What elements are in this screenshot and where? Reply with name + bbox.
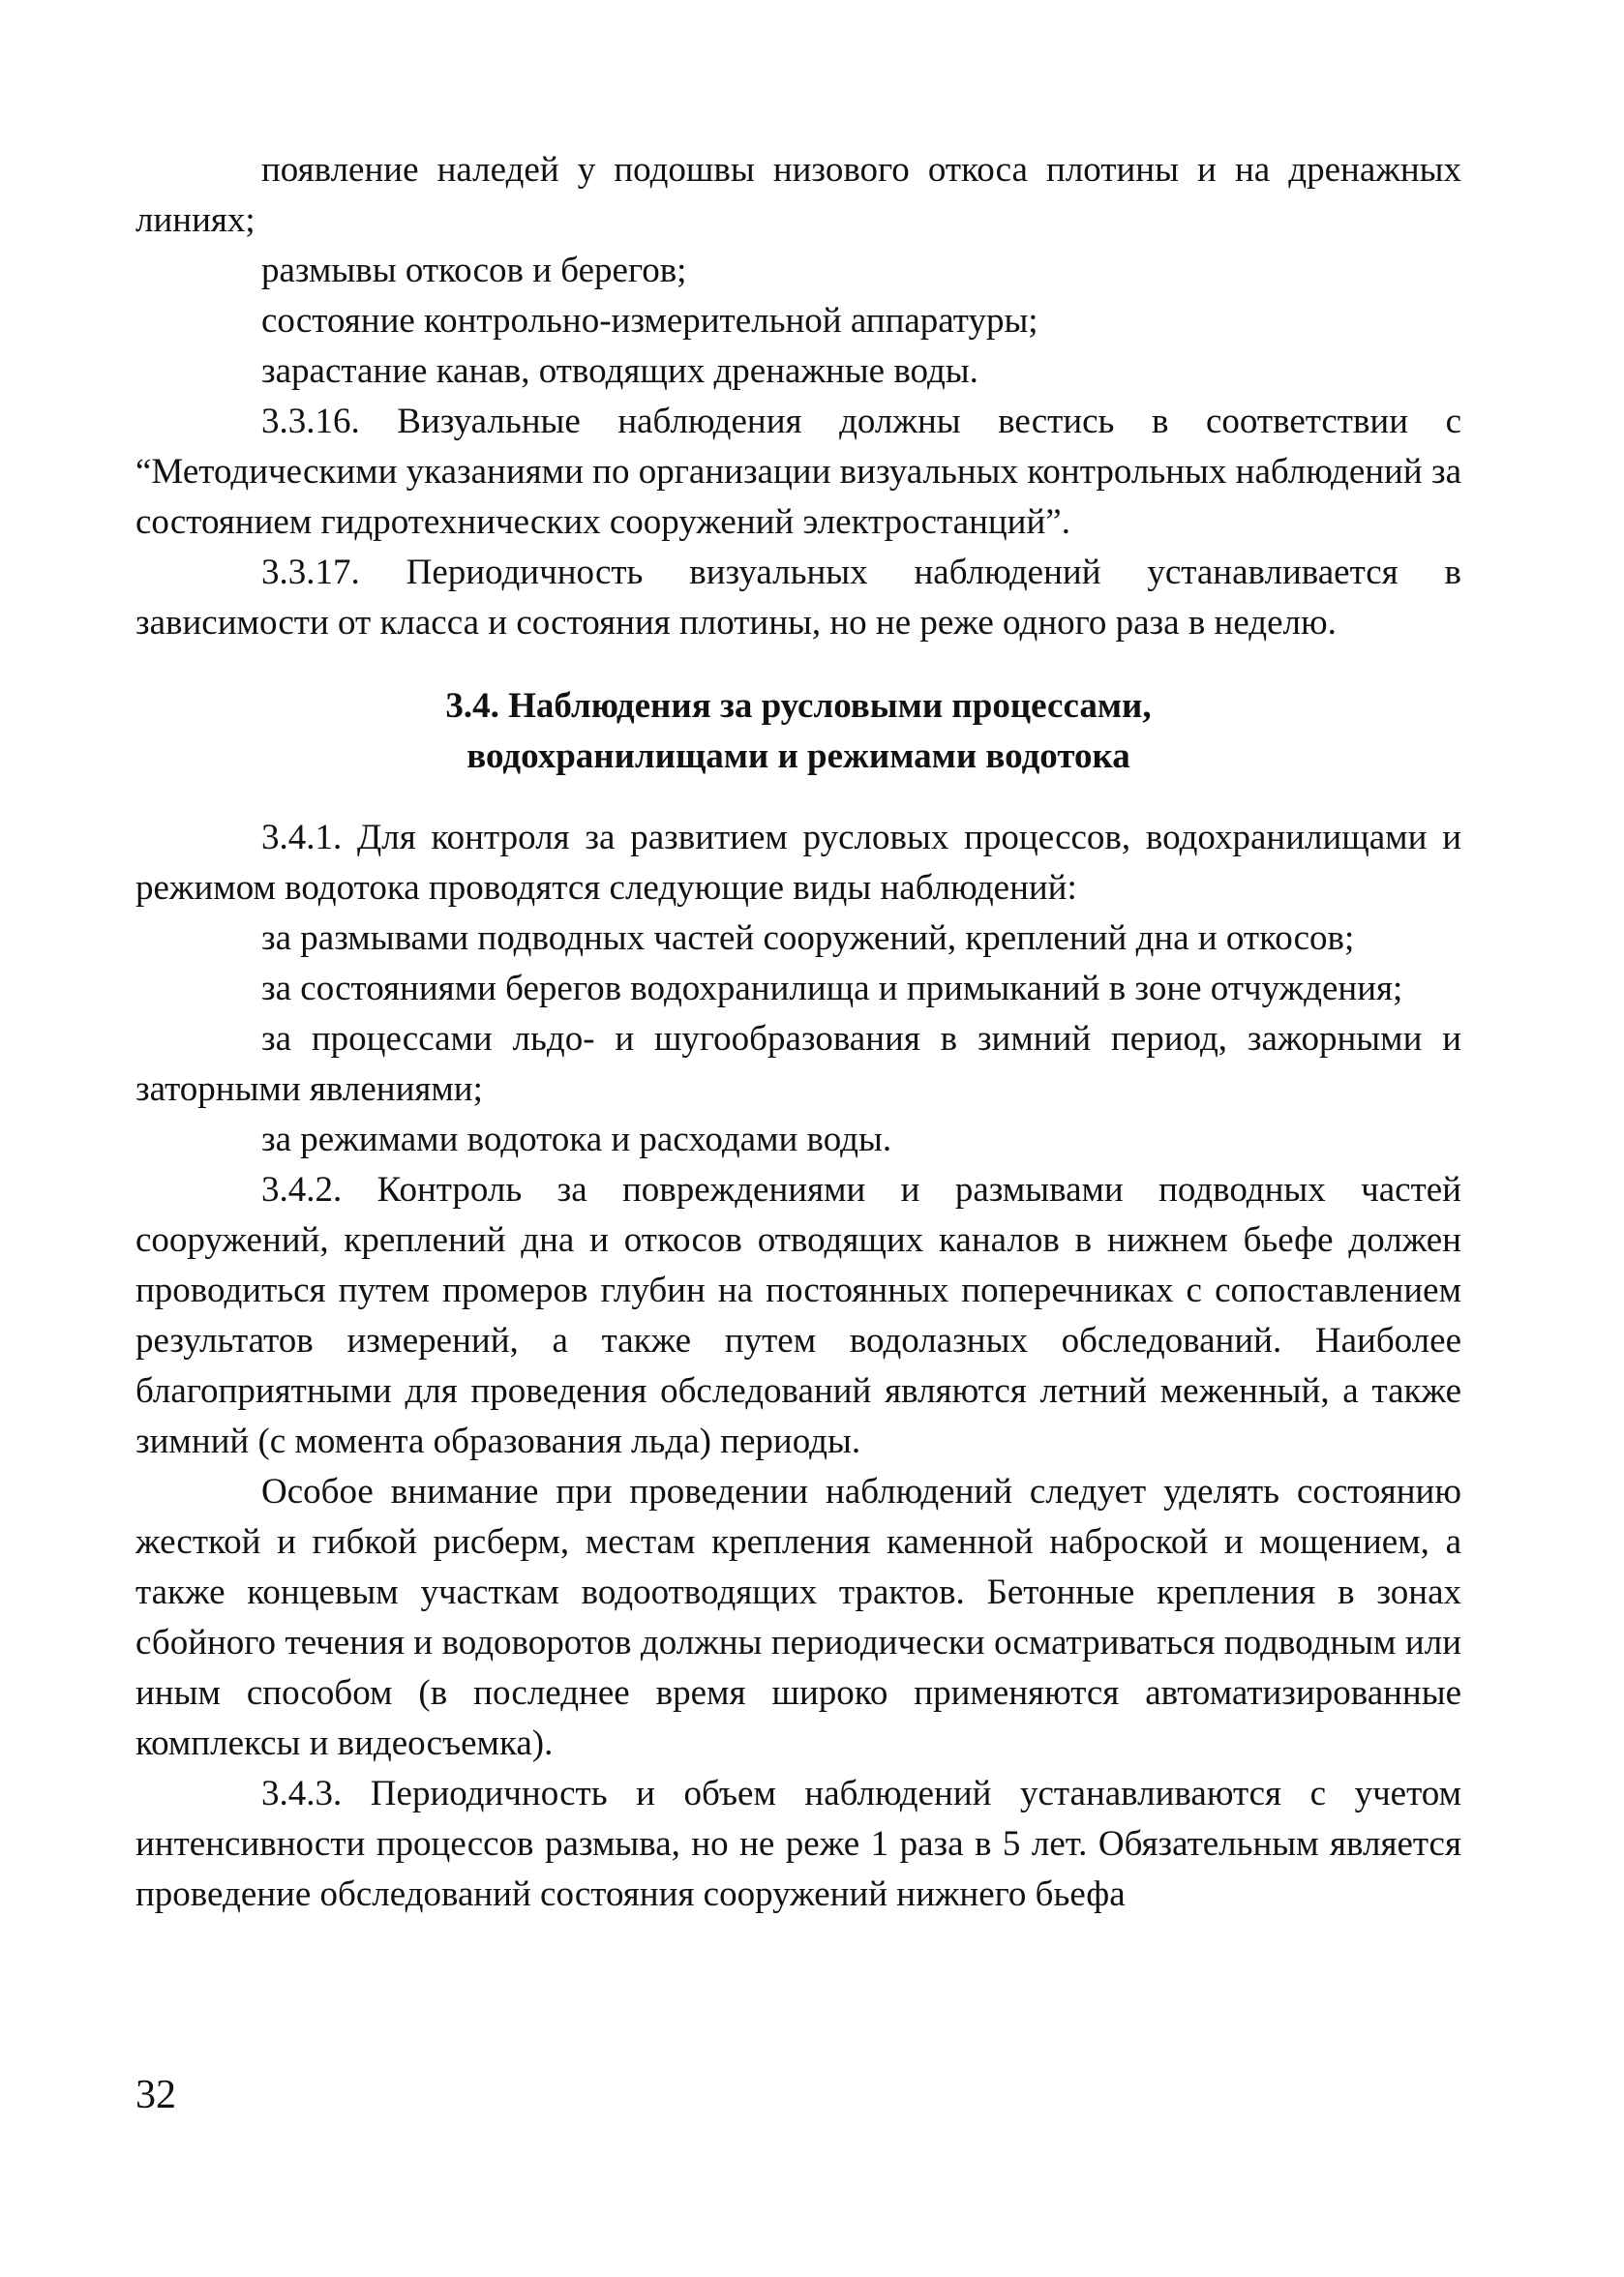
section-heading-line-1: 3.4. Наблюдения за русловыми процессами, [445, 686, 1152, 726]
paragraph-3-4-1: 3.4.1. Для контроля за развитием русловых процессов, водохранилищами и режимом водотока проводятся следующие виды наблюдений: [135, 818, 1461, 908]
paragraph-ditch-overgrowth: зарастание канав, отводящих дренажные воды. [261, 351, 978, 391]
paragraph-3-3-17: 3.3.17. Периодичность визуальных наблюдений устанавливается в зависимости от класса и состояния плотины, но не реже одного раза в неделю. [135, 553, 1461, 643]
list-item-underwater-erosion: за размывами подводных частей сооружений, креплений дна и откосов; [261, 918, 1355, 958]
page-number: 32 [135, 2073, 176, 2117]
list-item-flow-regimes: за режимами водотока и расходами воды. [261, 1120, 892, 1159]
paragraph-3-4-2: 3.4.2. Контроль за повреждениями и размывами подводных частей сооружений, креплений дна и откосов отводящих каналов в нижнем бьефе должен проводиться путем промеров глубин на постоянных поперечниках с сопоставлением результатов измерений, а также путем водолазных обследований. Наиболее благоприятными для проведения обследований являются летний меженный, а также зимний (с момента образования льда) периоды. [135, 1170, 1461, 1461]
paragraph-3-3-16: 3.3.16. Визуальные наблюдения должны вестись в соответствии с “Методическими указаниями по организации визуальных контрольных наблюдений за состоянием гидротехнических сооружений электростанций”. [135, 402, 1461, 542]
list-item-ice-processes: за процессами льдо- и шугообразования в зимний период, зажорными и заторными явлениями; [135, 1019, 1461, 1109]
section-heading-3-4 [135, 681, 1461, 782]
paragraph-3-4-3: 3.4.3. Периодичность и объем наблюдений устанавливаются с учетом интенсивности процессов размыва, но не реже 1 раза в 5 лет. Обязательным является проведение обследований состояния сооружений нижнего бьефа [135, 1774, 1461, 1914]
paragraph-instrumentation: состояние контрольно-измерительной аппаратуры; [261, 301, 1038, 341]
document-page [135, 145, 1461, 1920]
paragraph-slope-erosion: размывы откосов и берегов; [261, 251, 687, 290]
paragraph-special-attention: Особое внимание при проведении наблюдений следует уделять состоянию жесткой и гибкой рисберм, местам крепления каменной наброской и мощением, а также концевым участкам водоотводящих трактов. Бетонные крепления в зонах сбойного течения и водоворотов должны периодически осматриваться подводным или иным способом (в последнее время широко применяются автоматизированные комплексы и видеосъемка). [135, 1472, 1461, 1763]
paragraph-ice-formation: появление наледей у подошвы низового откоса плотины и на дренажных линиях; [135, 150, 1461, 240]
section-heading-line-2: водохранилищами и режимами водотока [466, 736, 1130, 776]
list-item-banks-condition: за состояниями берегов водохранилища и примыканий в зоне отчуждения; [261, 969, 1403, 1008]
